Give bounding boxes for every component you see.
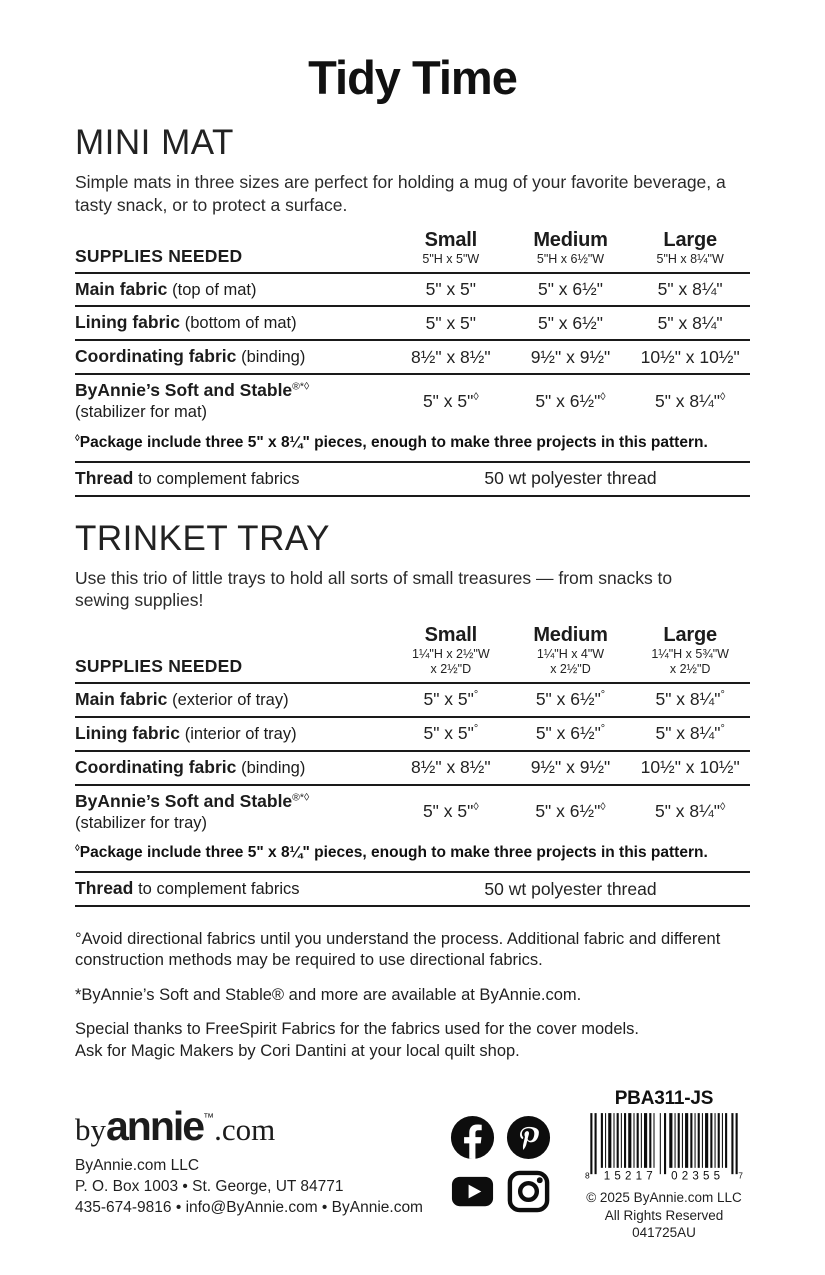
- trademark-symbol: ™: [203, 1112, 215, 1125]
- row-label: Main fabric (top of mat): [75, 278, 257, 299]
- size-value: 9½" x 9½": [530, 346, 611, 367]
- size-value: 5" x 8¼"◊: [654, 390, 726, 411]
- row-label: Lining fabric (bottom of mat): [75, 312, 297, 333]
- page-title: Tidy Time: [308, 51, 517, 104]
- youtube-icon: [449, 1168, 496, 1215]
- column-header-small: Small 1¼"H x 2½"W x 2½"D: [412, 624, 490, 676]
- column-header-large: Large 1¼"H x 5¾"W x 2½"D: [651, 624, 729, 676]
- size-value: 5" x 5"°: [423, 689, 479, 710]
- row-label: ByAnnie’s Soft and Stable®*◊ (stabilizer for tray): [75, 790, 310, 832]
- column-header-medium: Medium 1¼"H x 4"W x 2½"D: [533, 624, 608, 676]
- row-label: Main fabric (exterior of tray): [75, 689, 289, 709]
- size-value: 5" x 8¼": [657, 312, 723, 333]
- table-row: [75, 305, 750, 339]
- size-value: 5" x 5": [425, 278, 477, 299]
- svg-text:15217: 15217: [603, 1170, 657, 1183]
- size-value: 5" x 6½"◊: [535, 390, 606, 411]
- thanks-note-line1: Special thanks to FreeSpirit Fabrics for the fabrics used for the cover models.: [75, 1020, 639, 1039]
- size-value: 9½" x 9½": [530, 757, 611, 778]
- size-value: 5" x 8¼"◊: [654, 801, 726, 822]
- size-value: 5" x 6½"◊: [535, 801, 606, 822]
- size-value: 5" x 5"°: [423, 723, 479, 744]
- footer: [75, 1088, 750, 1242]
- thread-row: [75, 461, 750, 495]
- column-header-small: Small 5"H x 5"W: [422, 228, 480, 266]
- row-label: Coordinating fabric (binding): [75, 756, 306, 777]
- table-header-row: [75, 624, 750, 682]
- row-label: ByAnnie’s Soft and Stable®*◊ (stabilizer for mat): [75, 380, 310, 421]
- size-value: 5" x 6½"°: [535, 689, 606, 710]
- svg-text:7: 7: [738, 1170, 743, 1181]
- social-icons: [449, 1088, 552, 1215]
- trinket-tray-supplies-table: [75, 624, 750, 907]
- row-label: Lining fabric (interior of tray): [75, 722, 297, 743]
- size-value: 5" x 5": [425, 312, 477, 333]
- row-label: Coordinating fabric (binding): [75, 346, 306, 367]
- footnotes: [75, 929, 750, 1062]
- table-row: [75, 716, 750, 750]
- facebook-icon: [449, 1114, 496, 1161]
- pattern-number: PBA311-JS: [614, 1088, 714, 1110]
- mini-mat-description: Simple mats in three sizes are perfect for holding a mug of your favorite beverage, a tasty snack, or to protect a surface.: [75, 172, 726, 215]
- trinket-tray-section: [75, 519, 750, 908]
- size-value: 8½" x 8½": [411, 346, 491, 367]
- upc-barcode: [584, 1113, 744, 1189]
- thread-value: 50 wt polyester thread: [484, 878, 657, 899]
- copyright-rights: All Rights Reserved: [604, 1207, 724, 1223]
- size-value: 5" x 8¼"°: [655, 723, 725, 744]
- company-address: P. O. Box 1003 • St. George, UT 84771: [75, 1178, 344, 1196]
- row-label: Thread to complement fabrics: [75, 878, 300, 899]
- directional-fabrics-note: °Avoid directional fabrics until you understand the process. Additional fabric and different construction methods may be required to use directional fabrics.: [75, 930, 721, 970]
- column-header-medium: Medium 5"H x 6½"W: [533, 228, 608, 266]
- product-id-block: [578, 1088, 750, 1242]
- row-label: Thread to complement fabrics: [75, 467, 300, 488]
- size-value: 5" x 8¼"°: [655, 689, 725, 710]
- thread-value: 50 wt polyester thread: [484, 468, 657, 489]
- size-value: 10½" x 10½": [640, 757, 740, 778]
- size-value: 5" x 8¼": [657, 278, 723, 299]
- package-note: ◊Package include three 5" x 8¼" pieces, enough to make three projects in this pattern.: [75, 842, 708, 862]
- copyright-owner: © 2025 ByAnnie.com LLC: [586, 1190, 742, 1206]
- supplies-needed-label: SUPPLIES NEEDED: [75, 245, 243, 266]
- column-header-large: Large 5"H x 8¼"W: [656, 228, 724, 266]
- table-row: [75, 750, 750, 784]
- table-row: [75, 784, 750, 839]
- thread-row: [75, 871, 750, 905]
- package-note: ◊Package include three 5" x 8¼" pieces, enough to make three projects in this pattern.: [75, 432, 708, 451]
- revision-code: 041725AU: [632, 1225, 696, 1241]
- trinket-tray-heading: TRINKET TRAY: [75, 518, 330, 558]
- svg-text:8: 8: [585, 1170, 590, 1181]
- size-value: 5" x 6½"°: [535, 723, 606, 744]
- size-value: 8½" x 8½": [411, 757, 491, 778]
- availability-note: *ByAnnie’s Soft and Stable® and more are available at ByAnnie.com.: [75, 985, 582, 1004]
- table-header-row: [75, 229, 750, 272]
- table-row: [75, 339, 750, 373]
- mini-mat-supplies-table: [75, 229, 750, 497]
- supplies-needed-label: SUPPLIES NEEDED: [75, 656, 243, 676]
- svg-text:02355: 02355: [671, 1170, 725, 1183]
- pinterest-icon: [505, 1114, 552, 1161]
- company-contact: 435-674-9816 • info@ByAnnie.com • ByAnnie.com: [75, 1199, 423, 1217]
- publisher-block: [75, 1088, 423, 1219]
- trinket-tray-description: Use this trio of little trays to hold all sorts of small treasures — from snacks to sewing supplies!: [75, 567, 673, 611]
- byannie-logo: by annie ™ .com: [75, 1103, 276, 1150]
- size-value: 5" x 5"◊: [422, 390, 479, 411]
- company-name: ByAnnie.com LLC: [75, 1157, 200, 1175]
- mini-mat-section: [75, 123, 750, 497]
- size-value: 5" x 5"◊: [422, 801, 479, 822]
- size-value: 10½" x 10½": [640, 346, 740, 367]
- mini-mat-heading: MINI MAT: [75, 123, 234, 162]
- instagram-icon: [505, 1168, 552, 1215]
- size-value: 5" x 6½": [538, 312, 603, 333]
- table-row: [75, 272, 750, 306]
- thanks-note-line2: Ask for Magic Makers by Cori Dantini at your local quilt shop.: [75, 1041, 520, 1060]
- table-row: [75, 373, 750, 428]
- table-row: [75, 682, 750, 716]
- size-value: 5" x 6½": [538, 278, 603, 299]
